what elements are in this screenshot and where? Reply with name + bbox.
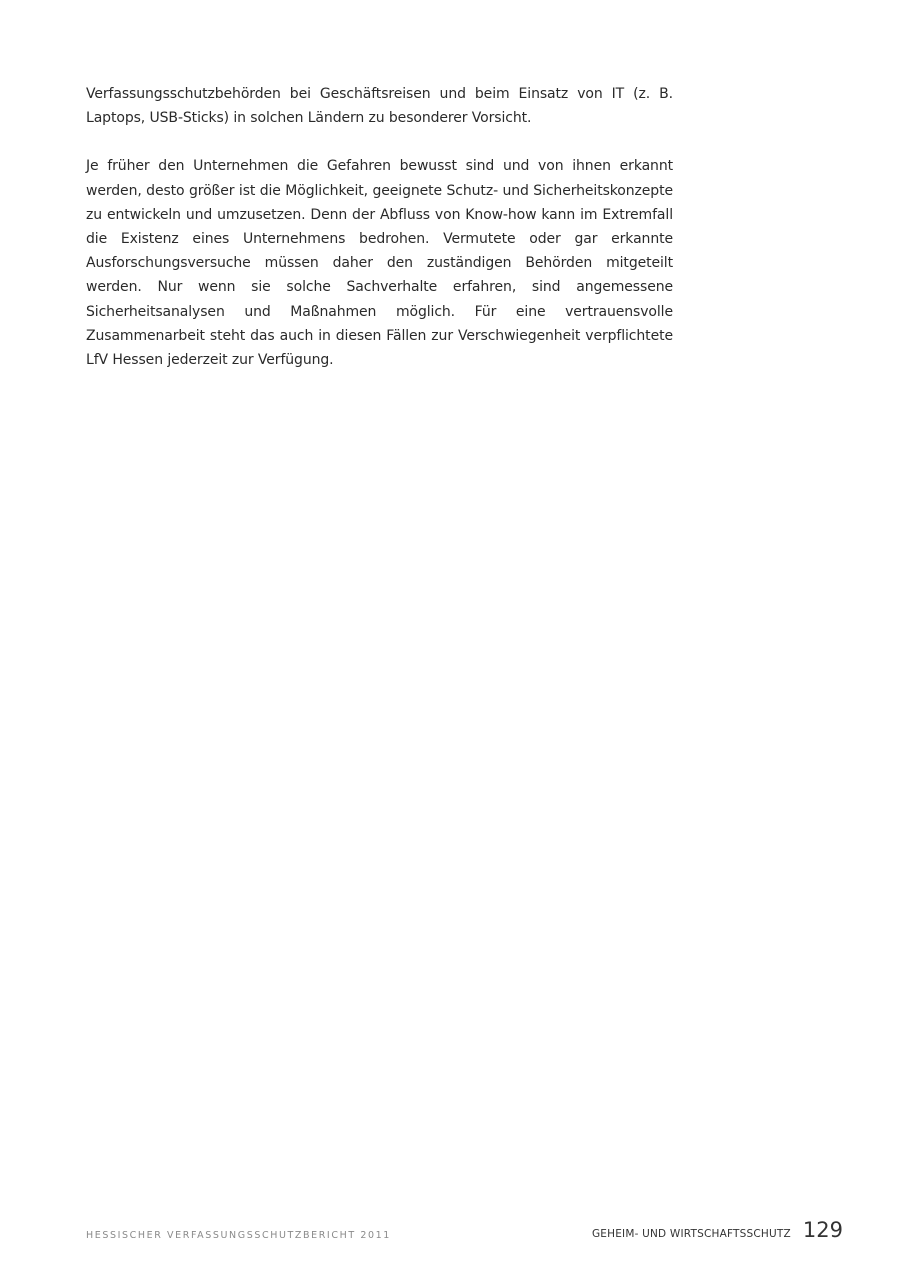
footer-section [592,1218,843,1242]
page-number: 129 [802,1218,843,1242]
footer-section-title: GEHEIM- UND WIRTSCHAFTSSCHUTZ [591,1228,791,1240]
paragraph-1: Verfassungsschutzbehörden bei Geschäftsreisen und beim Einsatz von IT (z. B. Laptops, USB-Sticks) in solchen Ländern zu besonderer Vorsicht. [86,86,673,127]
body-text [86,82,673,372]
paragraph-2: Je früher den Unternehmen die Gefahren bewusst sind und von ihnen erkannt werden, desto größer ist die Möglichkeit, geeignete Schutz- und Sicherheitskonzepte zu entwickeln und umzusetzen. Denn der Abfluss von Know-how kann im Extremfall die Existenz eines Unternehmens bedrohen. Vermutete oder gar erkannte Ausforschungsversuche müssen daher den zuständigen Behörden mitgeteilt werden. Nur wenn sie solche Sachverhalte erfahren, sind angemessene Sicherheitsanalysen und Maßnahmen möglich. Für eine vertrauensvolle Zusammenarbeit steht das auch in diesen Fällen zur Verschwiegenheit verpflichtete LfV Hessen jederzeit zur Verfügung. [86,158,673,369]
footer-publication-title: HESSISCHER VERFASSUNGSSCHUTZBERICHT 2011 [86,1230,391,1241]
